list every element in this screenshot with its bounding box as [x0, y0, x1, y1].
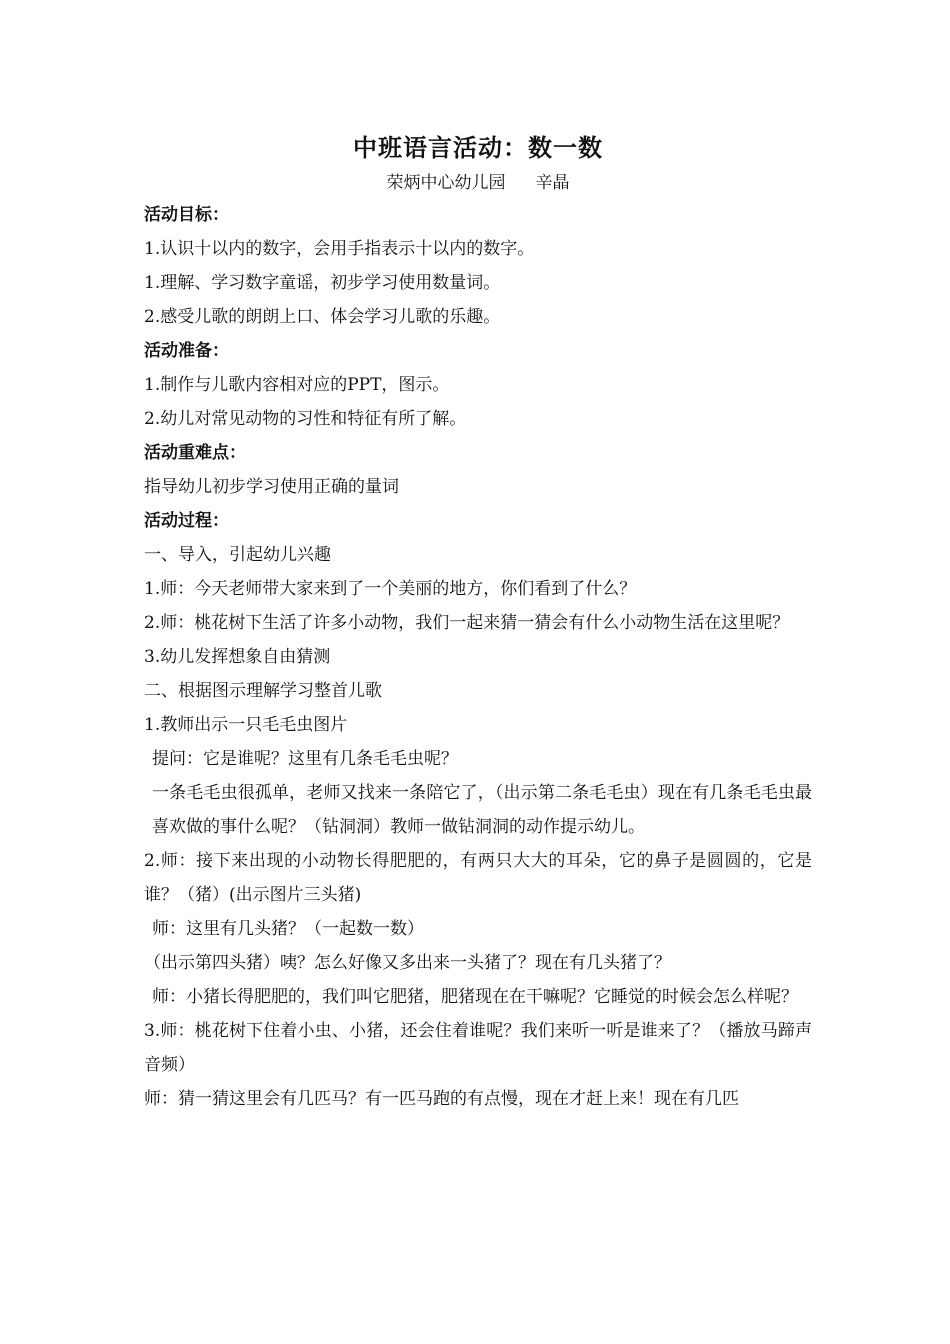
document-content: [144, 128, 812, 1116]
key-heading: 活动重难点：: [144, 443, 246, 463]
process-step: 一、导入，引起幼儿兴趣: [144, 545, 331, 565]
prep-heading: 活动准备：: [144, 341, 229, 361]
author-line: [144, 168, 812, 198]
process-step: 2.师：接下来出现的小动物长得肥肥的，有两只大大的耳朵，它的鼻子是圆圆的，它是谁？（猪）(出示图片三头猪): [144, 851, 812, 905]
process-step: 1.教师出示一只毛毛虫图片: [144, 715, 348, 735]
process-step: 2.师：桃花树下生活了许多小动物，我们一起来猜一猜会有什么小动物生活在这里呢？: [144, 613, 790, 633]
goal-item: 1.认识十以内的数字，会用手指表示十以内的数字。: [144, 239, 535, 259]
goals-heading: 活动目标：: [144, 205, 229, 225]
prep-item: 1.制作与儿歌内容相对应的PPT，图示。: [144, 375, 450, 395]
process-step: 3.师：桃花树下住着小虫、小猪，还会住着谁呢？我们来听一听是谁来了？（播放马蹄声音频）: [144, 1021, 812, 1075]
process-heading: 活动过程：: [144, 511, 229, 531]
prep-item: 2.幼儿对常见动物的习性和特征有所了解。: [144, 409, 467, 429]
goal-item: 2.感受儿歌的朗朗上口、体会学习儿歌的乐趣。: [144, 307, 501, 327]
process-step: 提问：它是谁呢？这里有几条毛毛虫呢？: [152, 749, 458, 769]
process-step: 一条毛毛虫很孤单，老师又找来一条陪它了，（出示第二条毛毛虫）现在有几条毛毛虫最喜欢做的事什么呢？（钻洞洞）教师一做钻洞洞的动作提示幼儿。: [152, 783, 812, 837]
author-name: 辛晶: [535, 173, 570, 193]
process-step: 师：小猪长得肥肥的，我们叫它肥猪，肥猪现在在干嘛呢？它睡觉的时候会怎么样呢？: [152, 987, 798, 1007]
process-step: 师：这里有几头猪？（一起数一数）: [152, 919, 424, 939]
goal-item: 1.理解、学习数字童谣，初步学习使用数量词。: [144, 273, 501, 293]
process-step: （出示第四头猪）咦？怎么好像又多出来一头猪了？现在有几头猪了？: [144, 953, 671, 973]
process-step: 3.幼儿发挥想象自由猜测: [144, 647, 331, 667]
author-school: 荣炳中心幼儿园: [386, 173, 506, 193]
page-title: 中班语言活动：数一数: [353, 134, 603, 162]
process-step: 师：猜一猜这里会有几匹马？有一匹马跑的有点慢，现在才赶上来！现在有几匹: [144, 1089, 739, 1109]
key-item: 指导幼儿初步学习使用正确的量词: [144, 477, 399, 497]
process-step: 二、根据图示理解学习整首儿歌: [144, 681, 382, 701]
process-step: 1.师：今天老师带大家来到了一个美丽的地方，你们看到了什么？: [144, 579, 637, 599]
